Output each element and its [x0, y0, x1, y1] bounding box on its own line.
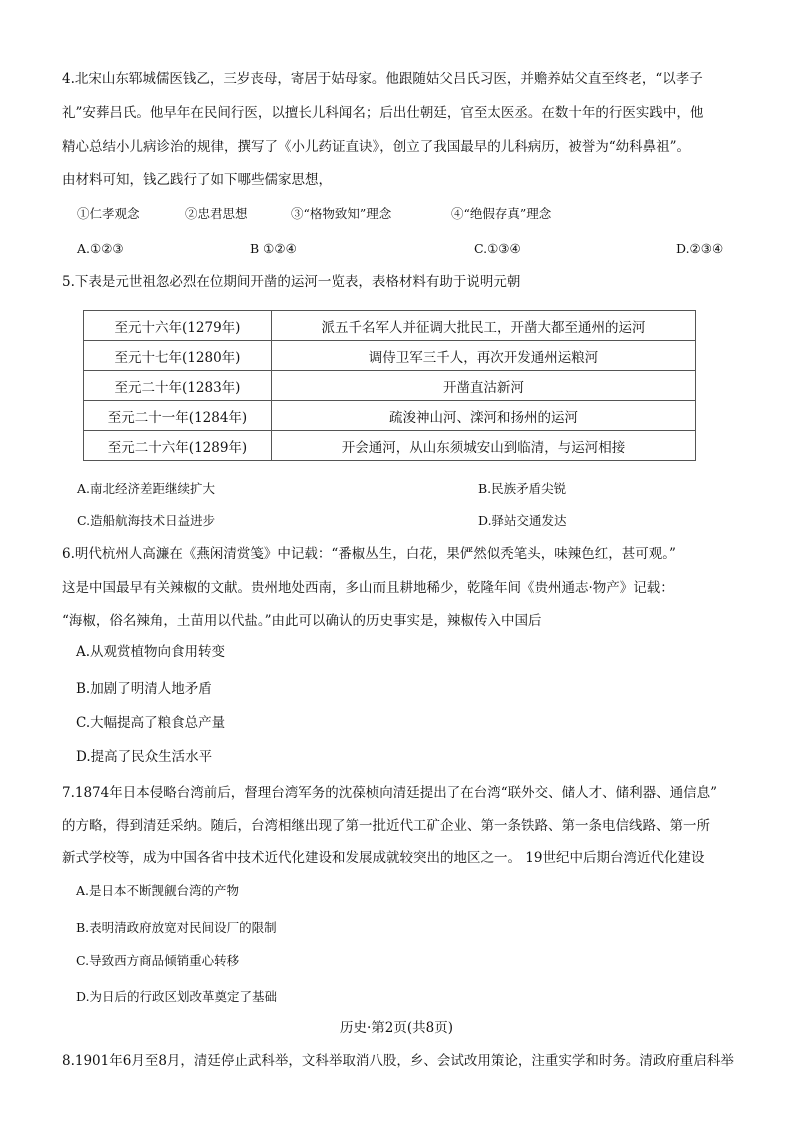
- q5-option-a: A.南北经济差距继续扩大: [77, 481, 216, 496]
- q4-item-2: ②忠君思想: [185, 206, 248, 221]
- table-cell-year: 至元二十六年(1289年): [84, 431, 272, 461]
- q6-option-a: A.从观赏植物向食用转变: [76, 644, 226, 660]
- q7-option-c: C.导致西方商品倾销重心转移: [76, 953, 240, 968]
- table-row: [84, 401, 696, 431]
- q4-stem-line-1: 4.北宋山东郓城儒医钱乙，三岁丧母，寄居于姑母家。他跟随姑父吕氏习医，并赡养姑父直至终老，“以孝子: [62, 71, 703, 87]
- table-cell-year: 至元二十年(1283年): [84, 371, 272, 401]
- table-cell-event: 疏浚神山河、滦河和扬州的运河: [272, 401, 696, 431]
- q6-stem-line-1: 6.明代杭州人高濂在《燕闲清赏笺》中记载：“番椒丛生，白花，果俨然似秃笔头，味辣色红，甚可观。”: [62, 546, 676, 562]
- q7-option-d: D.为日后的行政区划改革奠定了基础: [76, 989, 278, 1004]
- table-cell-event: 派五千名军人并征调大批民工，开凿大都至通州的运河: [272, 311, 696, 341]
- q4-stem-line-2: 礼”安葬吕氏。他早年在民间行医，以擅长儿科闻名；后出仕朝廷，官至太医丞。在数十年的行医实践中，他: [62, 105, 704, 121]
- q6-stem-line-2: 这是中国最早有关辣椒的文献。贵州地处西南，多山而且耕地稀少，乾隆年间《贵州通志·物产》记载：: [62, 580, 674, 596]
- q8-stem-line-1: 8.1901年6月至8月，清廷停止武科举，文科举取消八股，乡、会试改用策论，注重实学和时务。清政府重启科举: [62, 1053, 734, 1069]
- q4-option-d: D.②③④: [676, 241, 724, 256]
- table-row: [84, 311, 696, 341]
- table-cell-year: 至元二十一年(1284年): [84, 401, 272, 431]
- q7-stem-line-2: 的方略，得到清廷采纳。随后，台湾相继出现了第一批近代工矿企业、第一条铁路、第一条电信线路、第一所: [62, 818, 710, 834]
- q7-option-b: B.表明清政府放宽对民间设厂的限制: [76, 920, 277, 935]
- table-cell-year: 至元十七年(1280年): [84, 341, 272, 371]
- q4-option-c: C.①③④: [474, 241, 521, 256]
- q4-stem-line-3: 精心总结小儿病诊治的规律，撰写了《小儿药证直诀》，创立了我国最早的儿科病历，被誉为“幼科鼻祖”。: [62, 139, 691, 155]
- q4-stem-line-4: 由材料可知，钱乙践行了如下哪些儒家思想，: [62, 172, 332, 188]
- q6-stem-line-3: “海椒，俗名辣角，土苗用以代盐。”由此可以确认的历史事实是，辣椒传入中国后: [62, 613, 542, 629]
- q6-option-c: C.大幅提高了粮食总产量: [76, 715, 226, 731]
- table-row: [84, 371, 696, 401]
- table-cell-event: 开会通河，从山东须城安山到临清，与运河相接: [272, 431, 696, 461]
- q7-stem-line-1: 7.1874年日本侵略台湾前后，督理台湾军务的沈葆桢向清廷提出了在台湾“联外交、储人才、储利器、通信息”: [62, 785, 718, 801]
- canal-table: [83, 310, 696, 461]
- page-footer: 历史·第2页(共8页): [339, 1020, 453, 1036]
- table-row: [84, 431, 696, 461]
- table-cell-year: 至元十六年(1279年): [84, 311, 272, 341]
- q4-item-1: ①仁孝观念: [77, 206, 140, 221]
- q5-stem: 5.下表是元世祖忽必烈在位期间开凿的运河一览表，表格材料有助于说明元朝: [62, 274, 521, 290]
- q5-option-b: B.民族矛盾尖锐: [478, 481, 567, 496]
- q5-option-d: D.驿站交通发达: [478, 513, 567, 528]
- q4-option-a: A.①②③: [77, 241, 124, 256]
- q6-option-b: B.加剧了明清人地矛盾: [76, 681, 212, 697]
- q4-option-b: B ①②④: [250, 241, 297, 256]
- q4-item-4: ④“绝假存真”理念: [451, 206, 552, 221]
- table-cell-event: 调侍卫军三千人，再次开发通州运粮河: [272, 341, 696, 371]
- q7-option-a: A.是日本不断觊觎台湾的产物: [76, 883, 240, 898]
- q6-option-d: D.提高了民众生活水平: [76, 749, 213, 765]
- q4-item-3: ③“格物致知”理念: [291, 206, 392, 221]
- table-cell-event: 开凿直沽新河: [272, 371, 696, 401]
- table-row: [84, 341, 696, 371]
- q5-option-c: C.造船航海技术日益进步: [77, 513, 216, 528]
- q7-stem-line-3: 新式学校等，成为中国各省中技术近代化建设和发展成就较突出的地区之一。 19世纪中后期台湾近代化建设: [62, 850, 705, 866]
